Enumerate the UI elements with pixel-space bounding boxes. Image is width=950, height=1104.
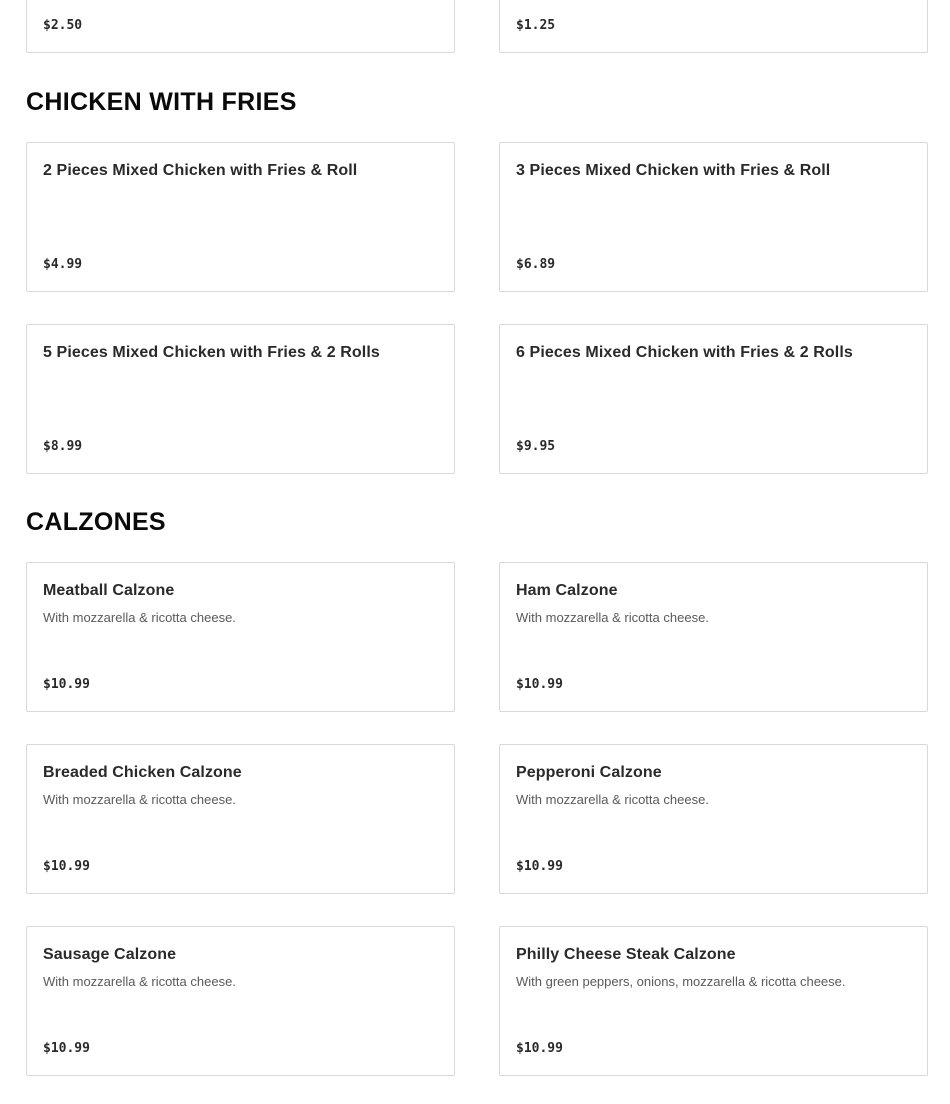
menu-item-card[interactable] [26,0,455,53]
item-name: 3 Pieces Mixed Chicken with Fries & Roll [516,162,831,179]
item-description: With mozzarella & ricotta cheese. [516,610,709,625]
section-title-calzones: CALZONES [26,508,166,536]
item-name: 5 Pieces Mixed Chicken with Fries & 2 Rolls [43,344,380,361]
item-price: $2.50 [43,18,83,33]
item-description: With mozzarella & ricotta cheese. [516,792,709,807]
menu-item-card[interactable] [26,142,455,292]
item-price: $10.99 [43,1041,90,1056]
item-price: $8.99 [43,439,83,454]
menu-item-card[interactable] [26,324,455,474]
item-price: $10.99 [43,859,90,874]
item-price: $10.99 [43,677,90,692]
menu-item-card[interactable] [499,926,928,1076]
item-price: $10.99 [516,859,563,874]
item-description: With green peppers, onions, mozzarella & ricotta cheese. [516,974,846,989]
menu-item-card[interactable] [499,744,928,894]
menu-item-card[interactable] [26,926,455,1076]
item-name: 2 Pieces Mixed Chicken with Fries & Roll [43,162,358,179]
item-name: Ham Calzone [516,582,618,599]
item-name: 6 Pieces Mixed Chicken with Fries & 2 Rolls [516,344,853,361]
item-description: With mozzarella & ricotta cheese. [43,974,236,989]
item-name: Sausage Calzone [43,946,177,963]
section-title-chicken-with-fries: CHICKEN WITH FRIES [26,88,297,116]
menu-item-card[interactable] [499,142,928,292]
item-name: Philly Cheese Steak Calzone [516,946,736,963]
menu-item-card[interactable] [499,0,928,53]
item-description: With mozzarella & ricotta cheese. [43,610,236,625]
item-price: $10.99 [516,1041,563,1056]
item-price: $6.89 [516,257,556,272]
menu-item-card[interactable] [499,324,928,474]
item-description: With mozzarella & ricotta cheese. [43,792,236,807]
menu-item-card[interactable] [26,744,455,894]
item-name: Pepperoni Calzone [516,764,662,781]
item-name: Breaded Chicken Calzone [43,764,242,781]
item-price: $4.99 [43,257,83,272]
item-price: $9.95 [516,439,556,454]
item-name: Meatball Calzone [43,582,175,599]
menu-item-card[interactable] [499,562,928,712]
item-price: $1.25 [516,18,556,33]
item-price: $10.99 [516,677,563,692]
menu-item-card[interactable] [26,562,455,712]
